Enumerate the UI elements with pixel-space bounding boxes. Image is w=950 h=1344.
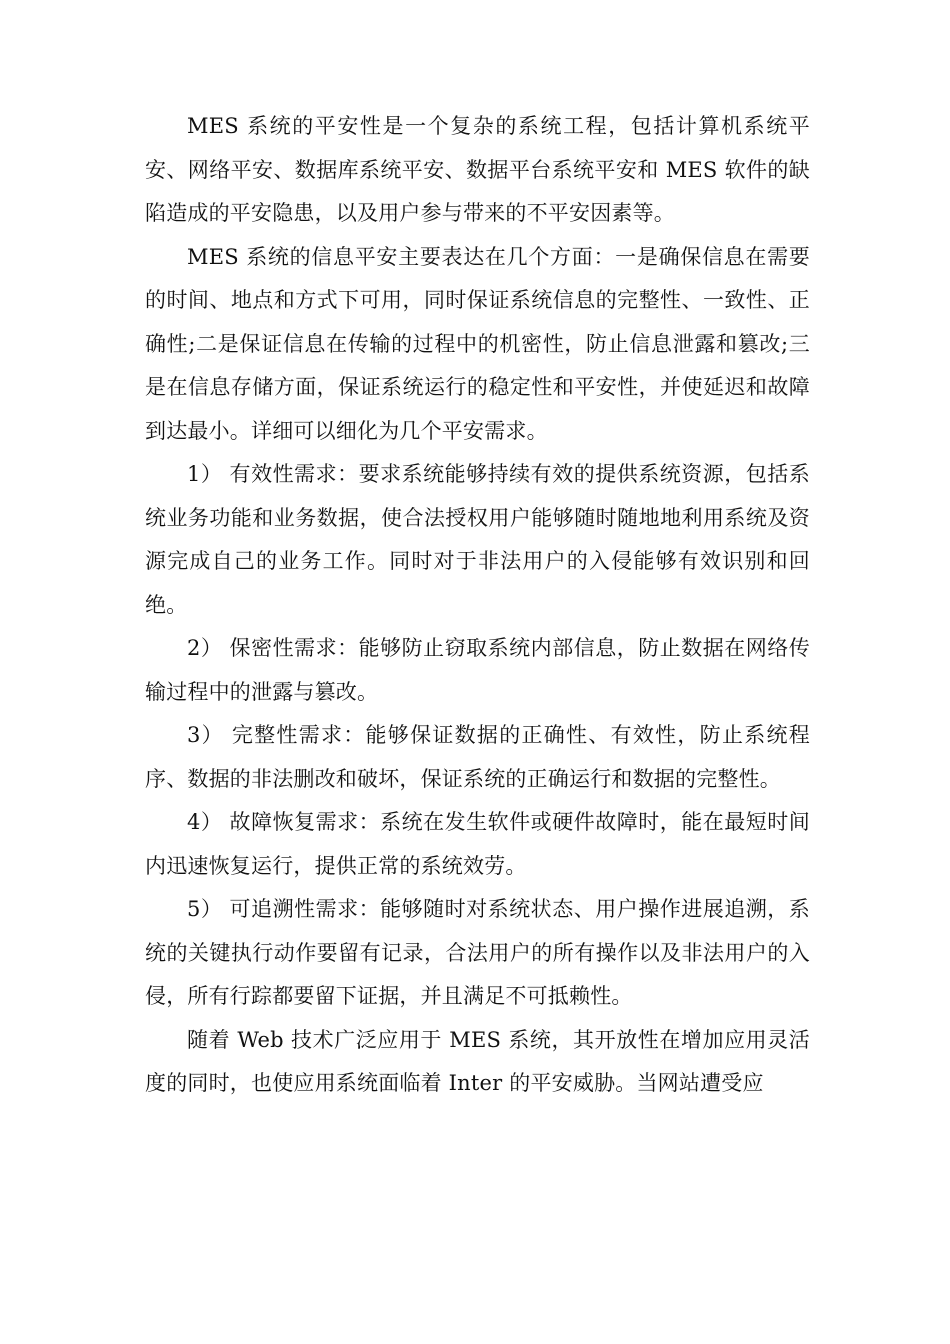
document-body <box>145 105 810 1106</box>
paragraph-intro: MES 系统的平安性是一个复杂的系统工程，包括计算机系统平安、网络平安、数据库系统平安、数据平台系统平安和 MES 软件的缺陷造成的平安隐患，以及用户参与带来的不平安因素等。 <box>145 114 810 225</box>
paragraph-requirement-traceability: 5） 可追溯性需求：能够随时对系统状态、用户操作进展追溯，系统的关键执行动作要留有记录，合法用户的所有操作以及非法用户的入侵，所有行踪都要留下证据，并且满足不可抵赖性。 <box>145 897 810 1008</box>
paragraph-requirement-recovery: 4） 故障恢复需求：系统在发生软件或硬件故障时，能在最短时间内迅速恢复运行，提供正常的系统效劳。 <box>145 810 810 878</box>
paragraph-web-threats: 随着 Web 技术广泛应用于 MES 系统，其开放性在增加应用灵活度的同时，也使应用系统面临着 Inter 的平安威胁。当网站遭受应 <box>145 1027 810 1095</box>
paragraph-requirement-availability: 1） 有效性需求：要求系统能够持续有效的提供系统资源，包括系统业务功能和业务数据，使合法授权用户能够随时随地地利用系统及资源完成自己的业务工作。同时对于非法用户的入侵能够有效识别和回绝。 <box>145 462 810 617</box>
paragraph-info-security: MES 系统的信息平安主要表达在几个方面：一是确保信息在需要的时间、地点和方式下可用，同时保证系统信息的完整性、一致性、正确性;二是保证信息在传输的过程中的机密性，防止信息泄露和篡改;三是在信息存储方面，保证系统运行的稳定性和平安性，并使延迟和故障到达最小。详细可以细化为几个平安需求。 <box>145 244 810 443</box>
paragraph-requirement-integrity: 3） 完整性需求：能够保证数据的正确性、有效性，防止系统程序、数据的非法删改和破坏，保证系统的正确运行和数据的完整性。 <box>145 723 810 791</box>
paragraph-requirement-confidentiality: 2） 保密性需求：能够防止窃取系统内部信息，防止数据在网络传输过程中的泄露与篡改。 <box>145 636 810 704</box>
